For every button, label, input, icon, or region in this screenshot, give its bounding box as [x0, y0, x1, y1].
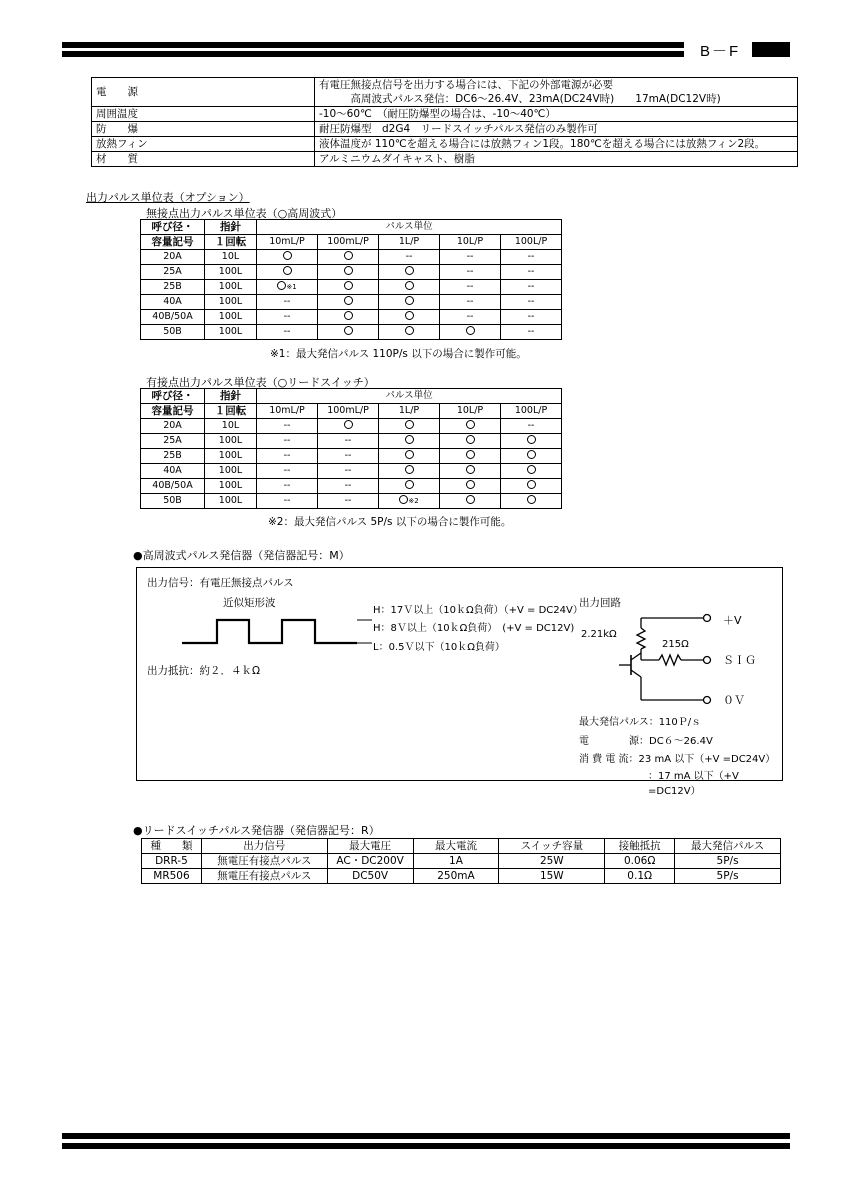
row-cell: -- — [257, 325, 318, 340]
spec-row — [92, 78, 798, 107]
row-cell — [318, 419, 379, 434]
header-size: 呼び径・ — [141, 389, 205, 404]
available-mark-icon — [466, 326, 475, 335]
available-mark-icon — [527, 450, 536, 459]
row-needle: 100L — [205, 280, 257, 295]
table-row — [141, 310, 562, 325]
row-needle: 100L — [205, 479, 257, 494]
row-size: 40B/50A — [141, 479, 205, 494]
row-cell — [501, 434, 562, 449]
footer-bar-top — [62, 1133, 790, 1139]
row-needle: 10L — [205, 419, 257, 434]
spec-row — [92, 137, 798, 152]
available-mark-icon — [405, 326, 414, 335]
spec-key: 防 爆 — [92, 122, 315, 137]
available-mark-icon — [466, 480, 475, 489]
spec-row — [92, 152, 798, 167]
available-mark-icon — [466, 420, 475, 429]
row-cell: -- — [440, 250, 501, 265]
available-mark-icon — [344, 326, 353, 335]
row-size: 25A — [141, 434, 205, 449]
available-mark-icon — [405, 435, 414, 444]
reed-cell: 250mA — [413, 869, 499, 884]
row-cell — [440, 434, 501, 449]
table-row — [142, 854, 781, 869]
row-cell — [501, 464, 562, 479]
row-cell: -- — [501, 280, 562, 295]
contactless-table-title: 無接点出力パルス単位表（○高周波式） — [146, 207, 343, 220]
table-row — [141, 325, 562, 340]
row-cell: -- — [501, 250, 562, 265]
row-cell — [440, 464, 501, 479]
available-mark-icon — [405, 296, 414, 305]
row-cell — [318, 310, 379, 325]
available-mark-icon — [277, 281, 286, 290]
available-mark-icon — [405, 266, 414, 275]
spec-value-line: -10～60℃ （耐圧防爆型の場合は、-10～40℃） — [319, 108, 556, 120]
row-cell — [440, 479, 501, 494]
contactless-pulse-table — [140, 219, 562, 340]
terminal-v: ＋V — [723, 614, 742, 627]
waveform-diagram — [177, 608, 377, 653]
table-row — [141, 494, 562, 509]
reed-cell: 25W — [499, 854, 605, 869]
table-row — [141, 449, 562, 464]
row-cell: -- — [318, 449, 379, 464]
header-unit: 100mL/P — [318, 404, 379, 419]
header-bar-right — [752, 42, 790, 57]
table-header-row — [141, 389, 562, 404]
row-cell — [257, 265, 318, 280]
header-unit: 100L/P — [501, 235, 562, 250]
row-needle: 100L — [205, 295, 257, 310]
header-bar-top — [62, 42, 684, 48]
spec-key: 電 源 — [92, 78, 315, 107]
row-cell — [318, 280, 379, 295]
reed-cell: 1A — [413, 854, 499, 869]
row-size: 50B — [141, 325, 205, 340]
row-cell — [257, 250, 318, 265]
level-l: L：0.5Ｖ以下（10ｋΩ負荷） — [373, 642, 505, 653]
reed-cell: 無電圧有接点パルス — [201, 869, 327, 884]
row-needle: 100L — [205, 464, 257, 479]
contact-pulse-table — [140, 388, 562, 509]
spec-value-line: 有電圧無接点信号を出力する場合には、下記の外部電源が必要 — [319, 79, 613, 91]
row-cell — [379, 295, 440, 310]
reed-header: 種 類 — [142, 839, 202, 854]
current-spec-2: ：17 mA 以下（+V =DC12V） — [648, 771, 739, 797]
hf-generator-box — [136, 567, 783, 797]
spec-value-line: 耐圧防爆型 d2G4 リードスイッチパルス発信のみ製作可 — [319, 123, 598, 135]
terminal-sig: ＳＩＧ — [723, 654, 756, 667]
spec-value — [315, 78, 798, 107]
power-spec: 電 源：DC６～26.4V — [579, 736, 713, 747]
table-row — [141, 434, 562, 449]
row-size: 20A — [141, 250, 205, 265]
row-needle: 100L — [205, 265, 257, 280]
page-label: B－F — [700, 43, 741, 60]
available-mark-icon — [527, 465, 536, 474]
table-row — [141, 479, 562, 494]
row-cell — [379, 434, 440, 449]
available-mark-icon — [405, 311, 414, 320]
available-mark-icon — [466, 450, 475, 459]
table-row — [142, 869, 781, 884]
reed-header: 最大発信パルス — [675, 839, 781, 854]
row-cell: -- — [501, 310, 562, 325]
available-mark-icon — [283, 266, 292, 275]
row-cell: -- — [501, 325, 562, 340]
available-mark-icon — [466, 465, 475, 474]
row-cell — [318, 250, 379, 265]
row-cell — [379, 449, 440, 464]
reed-cell: DRR-5 — [142, 854, 202, 869]
available-mark-icon — [466, 435, 475, 444]
header-unit: 10L/P — [440, 235, 501, 250]
row-cell — [379, 265, 440, 280]
row-needle: 100L — [205, 310, 257, 325]
row-cell: -- — [257, 464, 318, 479]
row-needle: 100L — [205, 434, 257, 449]
hf-generator-title: ●高周波式パルス発信器（発信器記号：M） — [133, 549, 350, 562]
row-size: 50B — [141, 494, 205, 509]
current-spec: 消 費 電 流：23 mA 以下（+V =DC24V） — [579, 754, 776, 765]
row-cell: -- — [257, 434, 318, 449]
header-needle: 指針 — [205, 389, 257, 404]
available-mark-icon — [527, 480, 536, 489]
available-mark-icon — [344, 420, 353, 429]
table-header-row — [141, 404, 562, 419]
row-cell: -- — [257, 419, 318, 434]
spec-table — [91, 77, 798, 167]
row-cell — [440, 325, 501, 340]
output-resistance: 出力抵抗：約２．４ｋΩ — [147, 665, 261, 677]
header-size-2: 容量記号 — [141, 235, 205, 250]
row-size: 40B/50A — [141, 310, 205, 325]
spec-value — [315, 122, 798, 137]
spec-row — [92, 107, 798, 122]
output-circuit-diagram — [607, 608, 717, 708]
row-cell — [440, 494, 501, 509]
resistor-r2-label: 215Ω — [662, 639, 689, 650]
row-cell — [379, 310, 440, 325]
row-needle: 100L — [205, 494, 257, 509]
level-h24: H：17Ｖ以上（10ｋΩ負荷）（+V = DC24V） — [373, 605, 583, 616]
footer-bar-bottom — [62, 1143, 790, 1149]
output-signal: 出力信号：有電圧無接点パルス — [147, 577, 294, 589]
spec-value — [315, 137, 798, 152]
row-cell: -- — [501, 419, 562, 434]
row-cell — [379, 419, 440, 434]
reed-generator-title: ●リードスイッチパルス発信器（発信器記号：R） — [133, 824, 380, 837]
table-header-row — [141, 235, 562, 250]
available-mark-icon — [344, 266, 353, 275]
header-unit: 10L/P — [440, 404, 501, 419]
row-cell — [318, 295, 379, 310]
reed-header: 最大電流 — [413, 839, 499, 854]
spec-key: 放熱フィン — [92, 137, 315, 152]
spec-value-line: 高周波式パルス発信：DC6～26.4V、23mA(DC24V時) 17mA(DC12V時) — [319, 93, 721, 105]
row-cell — [501, 494, 562, 509]
available-mark-icon — [466, 495, 475, 504]
row-size: 20A — [141, 419, 205, 434]
reed-cell: 0.06Ω — [605, 854, 675, 869]
row-needle: 10L — [205, 250, 257, 265]
row-cell — [318, 265, 379, 280]
row-needle: 100L — [205, 325, 257, 340]
row-cell: -- — [501, 265, 562, 280]
table-row — [141, 280, 562, 295]
header-needle: 指針 — [205, 220, 257, 235]
available-mark-icon — [283, 251, 292, 260]
row-cell: -- — [318, 464, 379, 479]
row-cell: -- — [257, 295, 318, 310]
header-unit: 10mL/P — [257, 404, 318, 419]
footnote-ref: ※1 — [286, 283, 297, 291]
header-unit: 1L/P — [379, 235, 440, 250]
pulse-section-title: 出力パルス単位表（オプション） — [86, 191, 250, 204]
header-needle-2: １回転 — [205, 235, 257, 250]
available-mark-icon — [527, 435, 536, 444]
contact-table-title: 有接点出力パルス単位表（○リードスイッチ） — [146, 376, 375, 389]
header-unit: 10mL/P — [257, 235, 318, 250]
row-size: 25B — [141, 280, 205, 295]
level-h12: H：8Ｖ以上（10ｋΩ負荷） (+V = DC12V) — [373, 623, 575, 634]
reed-cell: 0.1Ω — [605, 869, 675, 884]
available-mark-icon — [405, 420, 414, 429]
spec-value-line: アルミニウムダイキャスト、樹脂 — [319, 153, 475, 165]
reed-cell: 15W — [499, 869, 605, 884]
row-size: 25A — [141, 265, 205, 280]
available-mark-icon — [405, 465, 414, 474]
waveform-label: 近似矩形波 — [223, 597, 276, 609]
table-row — [141, 265, 562, 280]
spec-key: 周囲温度 — [92, 107, 315, 122]
spec-value-line: 液体温度が 110℃を超える場合には放熱フィン1段。180℃を超える場合には放熱フィン2段。 — [319, 138, 766, 150]
reed-generator-table — [141, 838, 781, 884]
row-cell: -- — [257, 479, 318, 494]
row-cell: -- — [440, 310, 501, 325]
header-pulse-unit: パルス単位 — [257, 220, 562, 235]
circuit-title: 出力回路 — [579, 597, 621, 609]
header-unit: 100mL/P — [318, 235, 379, 250]
reed-cell: AC・DC200V — [327, 854, 413, 869]
row-cell — [379, 325, 440, 340]
reed-cell: DC50V — [327, 869, 413, 884]
footnote-ref: ※2 — [408, 497, 419, 505]
reed-cell: MR506 — [142, 869, 202, 884]
available-mark-icon — [344, 281, 353, 290]
row-cell — [379, 280, 440, 295]
table-row — [141, 250, 562, 265]
table-header-row — [141, 220, 562, 235]
reed-header: 接触抵抗 — [605, 839, 675, 854]
table-row — [141, 295, 562, 310]
row-cell — [257, 280, 318, 295]
row-cell: -- — [257, 449, 318, 464]
row-cell: -- — [257, 494, 318, 509]
row-cell — [379, 494, 440, 509]
row-cell: -- — [501, 295, 562, 310]
row-size: 25B — [141, 449, 205, 464]
available-mark-icon — [399, 495, 408, 504]
table-row — [141, 419, 562, 434]
row-cell — [318, 325, 379, 340]
reed-header: 出力信号 — [201, 839, 327, 854]
table-row — [141, 464, 562, 479]
row-size: 40A — [141, 295, 205, 310]
contact-note: ※2：最大発信パルス 5P/s 以下の場合に製作可能。 — [268, 516, 512, 528]
reed-cell: 無電圧有接点パルス — [201, 854, 327, 869]
row-cell — [440, 449, 501, 464]
header-size: 呼び径・ — [141, 220, 205, 235]
reed-cell: 5P/s — [675, 854, 781, 869]
available-mark-icon — [405, 480, 414, 489]
row-cell — [379, 464, 440, 479]
header-size-2: 容量記号 — [141, 404, 205, 419]
row-cell: -- — [379, 250, 440, 265]
spec-row — [92, 122, 798, 137]
spec-key: 材 質 — [92, 152, 315, 167]
row-cell: -- — [257, 310, 318, 325]
header-needle-2: １回転 — [205, 404, 257, 419]
header-unit: 1L/P — [379, 404, 440, 419]
max-pulse: 最大発信パルス：110Ｐ/ｓ — [579, 717, 702, 728]
spec-value — [315, 107, 798, 122]
available-mark-icon — [527, 495, 536, 504]
row-cell: -- — [440, 265, 501, 280]
row-cell: -- — [318, 479, 379, 494]
available-mark-icon — [344, 311, 353, 320]
header-unit: 100L/P — [501, 404, 562, 419]
reed-header: 最大電圧 — [327, 839, 413, 854]
available-mark-icon — [344, 251, 353, 260]
resistor-r1-label: 2.21kΩ — [581, 629, 617, 640]
row-needle: 100L — [205, 449, 257, 464]
header-pulse-unit: パルス単位 — [257, 389, 562, 404]
header-bar-bottom — [62, 51, 684, 57]
contactless-note: ※1：最大発信パルス 110P/s 以下の場合に製作可能。 — [270, 348, 527, 360]
available-mark-icon — [405, 281, 414, 290]
row-cell — [379, 479, 440, 494]
row-cell: -- — [440, 280, 501, 295]
row-size: 40A — [141, 464, 205, 479]
row-cell — [440, 419, 501, 434]
spec-value — [315, 152, 798, 167]
available-mark-icon — [405, 450, 414, 459]
reed-cell: 5P/s — [675, 869, 781, 884]
row-cell — [501, 479, 562, 494]
row-cell: -- — [318, 494, 379, 509]
row-cell: -- — [318, 434, 379, 449]
row-cell: -- — [440, 295, 501, 310]
terminal-0v: ０Ｖ — [723, 694, 745, 707]
reed-header: スイッチ容量 — [499, 839, 605, 854]
row-cell — [501, 449, 562, 464]
available-mark-icon — [344, 296, 353, 305]
